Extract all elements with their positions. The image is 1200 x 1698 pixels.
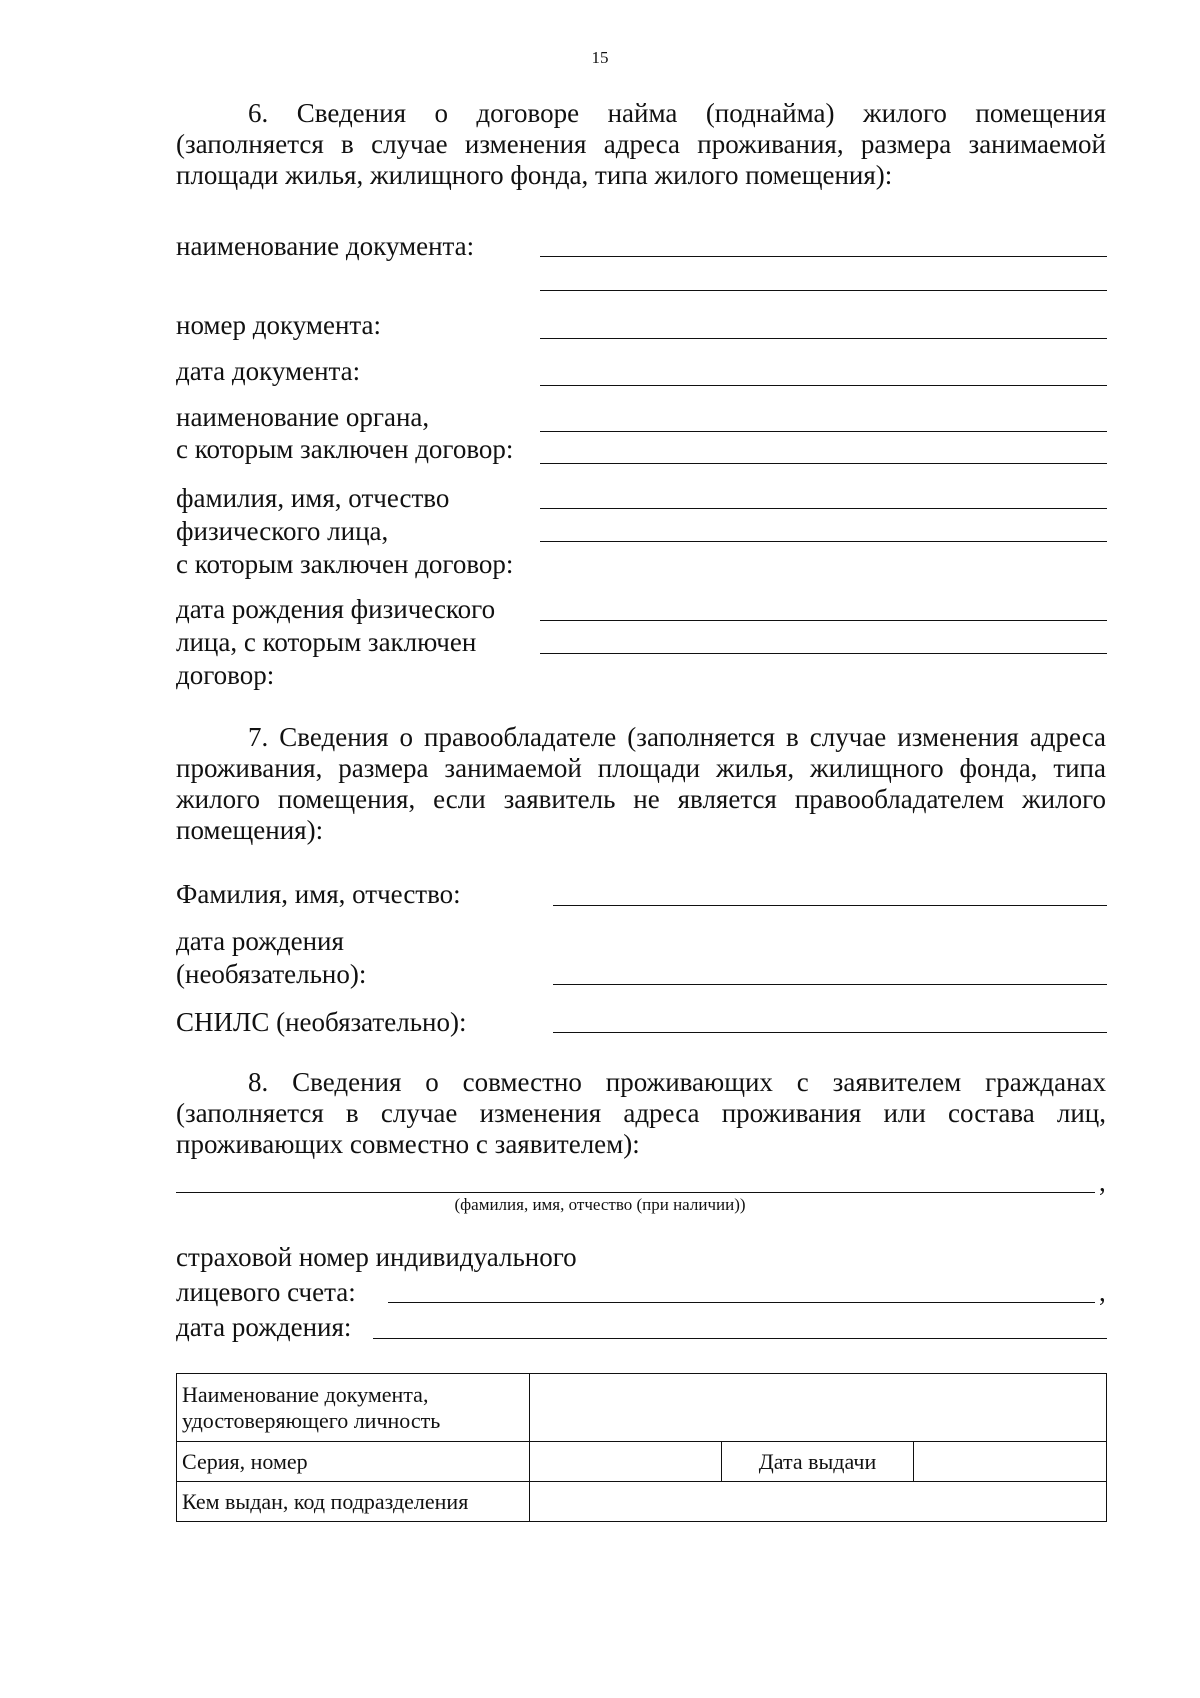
resident-birth-field[interactable] [373, 1338, 1107, 1339]
page-number: 15 [591, 48, 609, 67]
org-field-line-2[interactable] [540, 463, 1107, 464]
label-person-line-1: фамилия, имя, отчество [176, 483, 450, 513]
label-org-line-2: с которым заключен договор: [176, 434, 514, 464]
label-birth-line-1: дата рождения физического [176, 594, 496, 624]
label-holder-snils: СНИЛС (необязательно): [176, 1007, 467, 1037]
id-doc-name-value[interactable] [530, 1374, 1107, 1442]
section-6-number: 6. [248, 98, 269, 128]
table-row [177, 1482, 1107, 1522]
doc-number-field[interactable] [540, 338, 1107, 339]
section-6-text: Сведения о договоре найма (поднайма) жилого помещения (заполняется в случае изменения адреса проживания, размера занимаемой площади жилья, жилищного фонда, типа жилого помещения): [176, 98, 1106, 190]
id-series-label: Серия, номер [177, 1442, 530, 1482]
section-8-number: 8. [248, 1067, 269, 1097]
label-resident-snils-line-2: лицевого счета: [176, 1277, 356, 1307]
resident-snils-field[interactable] [388, 1302, 1095, 1303]
id-doc-name-label: Наименование документа, удостоверяющего личность [177, 1374, 530, 1442]
birth-field-line-1[interactable] [540, 620, 1107, 621]
section-7-heading [176, 722, 1106, 846]
label-resident-snils-line-1: страховой номер индивидуального [176, 1242, 577, 1272]
person-field-line-1[interactable] [540, 508, 1107, 509]
label-doc-date: дата документа: [176, 356, 361, 386]
org-field-line-1[interactable] [540, 431, 1107, 432]
label-holder-birth-line-2: (необязательно): [176, 959, 367, 989]
id-document-table [176, 1373, 1107, 1522]
section-8-heading [176, 1067, 1106, 1160]
holder-snils-field[interactable] [553, 1032, 1107, 1033]
person-field-line-2[interactable] [540, 541, 1107, 542]
label-person-line-2: физического лица, [176, 516, 389, 546]
label-person-line-3: с которым заключен договор: [176, 549, 514, 579]
section-6-heading [176, 98, 1106, 191]
resident-fio-field[interactable] [176, 1192, 1095, 1193]
section-8-text: Сведения о совместно проживающих с заявителем гражданах (заполняется в случае изменения адреса проживания или состава лиц, проживающих совместно с заявителем): [176, 1067, 1106, 1159]
id-issue-date-label: Дата выдачи [722, 1442, 914, 1482]
section-7-text: Сведения о правообладателе (заполняется в случае изменения адреса проживания, размера занимаемой площади жилья, жилищного фонда, типа жилого помещения, если заявитель не является правообладателем жилого помещения): [176, 722, 1107, 845]
doc-name-field-line-1[interactable] [540, 256, 1107, 257]
id-series-value[interactable] [530, 1442, 722, 1482]
table-row [177, 1374, 1107, 1442]
holder-birth-field[interactable] [553, 984, 1107, 985]
label-org-line-1: наименование органа, [176, 402, 430, 432]
label-holder-fio: Фамилия, имя, отчество: [176, 879, 461, 909]
table-row [177, 1442, 1107, 1482]
id-issued-by-value[interactable] [530, 1482, 1107, 1522]
resident-fio-comma: , [1099, 1167, 1106, 1197]
label-resident-birth: дата рождения: [176, 1312, 352, 1342]
birth-field-line-2[interactable] [540, 653, 1107, 654]
resident-snils-comma: , [1099, 1277, 1106, 1307]
id-issue-date-value[interactable] [914, 1442, 1107, 1482]
label-birth-line-2: лица, с которым заключен [176, 627, 477, 657]
doc-name-field-line-2[interactable] [540, 290, 1107, 291]
holder-fio-field[interactable] [553, 905, 1107, 906]
id-issued-by-label: Кем выдан, код подразделения [177, 1482, 530, 1522]
doc-date-field[interactable] [540, 385, 1107, 386]
label-holder-birth-line-1: дата рождения [176, 926, 344, 956]
section-7-number: 7. [248, 722, 269, 752]
label-doc-name: наименование документа: [176, 231, 475, 261]
label-doc-number: номер документа: [176, 310, 382, 340]
label-birth-line-3: договор: [176, 660, 275, 690]
resident-fio-caption: (фамилия, имя, отчество (при наличии)) [454, 1195, 746, 1214]
